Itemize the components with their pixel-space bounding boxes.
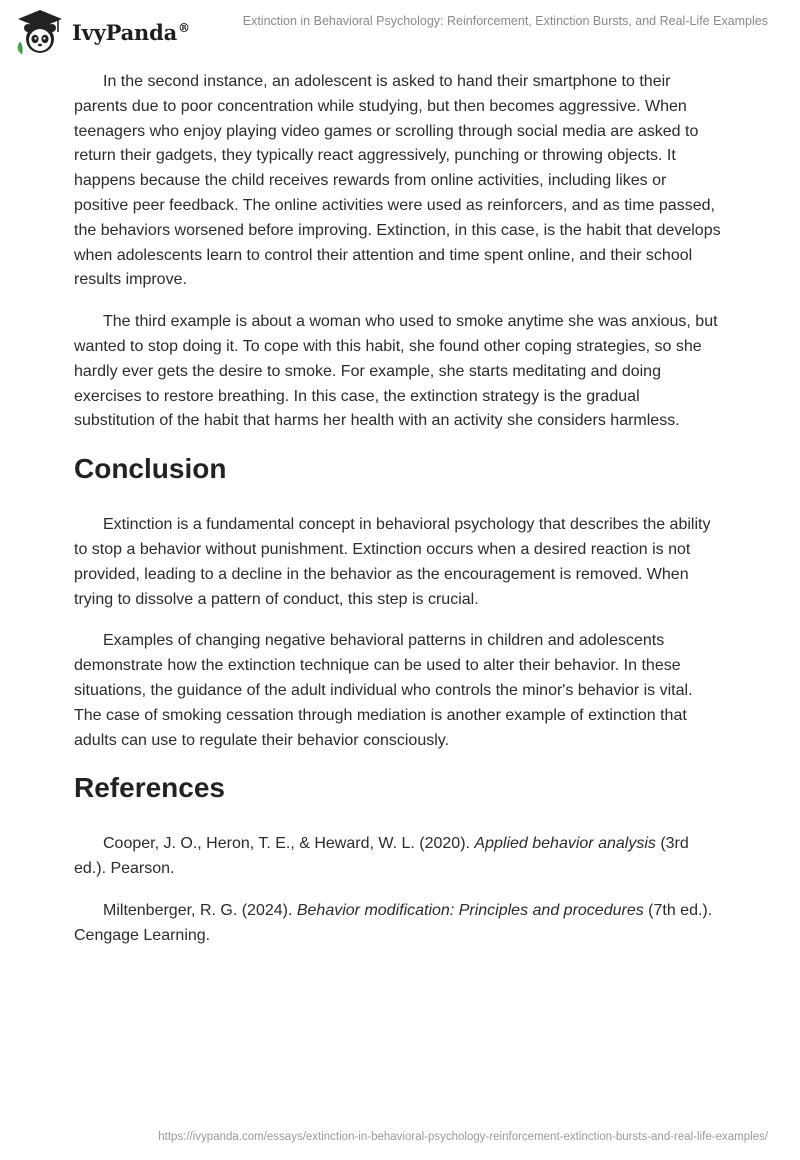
conclusion-paragraph: Extinction is a fundamental concept in behavioral psychology that describes the ability to stop a behavior without punishment. Extinction occurs when a desired reaction is not provided, leading to a decline in the behavior as the encouragement is removed. When trying to dissolve a pattern of conduct, this step is crucial. [74,516,711,608]
brand-text: IvyPanda [72,19,178,45]
reference-item [74,832,724,882]
reference-authors: Cooper, J. O., Heron, T. E., & Heward, W. L. (2020). [103,835,475,853]
conclusion-heading: Conclusion [74,453,227,485]
references-heading: References [74,772,225,804]
reference-title: Applied behavior analysis [474,835,656,853]
source-url-link[interactable]: https://ivypanda.com/essays/extinction-in-behavioral-psychology-reinforcement-extinction-bursts-and-real-life-examples/ [158,1131,768,1143]
ivypanda-logo[interactable] [14,8,190,56]
essay-body [74,70,724,966]
reference-item [74,899,724,949]
panda-graduate-icon [14,8,66,56]
brand-name [72,20,190,45]
reference-authors: Miltenberger, R. G. (2024). [103,901,297,919]
body-paragraph: In the second instance, an adolescent is asked to hand their smartphone to their parents due to poor concentration while studying, but then becomes aggressive. When teenagers who enjoy playing video games or scrolling through social media are asked to return their gadgets, they typically react aggressively, punching or throwing objects. It happens because the child receives rewards from online activities, including likes or positive peer feedback. The online activities were used as reinforcers, and as time passed, the behaviors worsened before improving. Extinction, in this case, is the habit that develops when adolescents learn to control their attention and time spent online, and their school results improve. [74,73,721,289]
reference-title: Behavior modification: Principles and procedures [296,901,644,919]
conclusion-paragraph: Examples of changing negative behavioral patterns in children and adolescents demonstrate how the extinction technique can be used to alter their behavior. In these situations, the guidance of the adult individual who controls the minor's behavior is vital. The case of smoking cessation through mediation is another example of extinction that adults can use to regulate their behavior consciously. [74,632,693,749]
page-header [0,0,800,60]
document-title: Extinction in Behavioral Psychology: Reinforcement, Extinction Bursts, and Real-Life Examples [242,14,768,28]
reference-publisher: (7th ed.). Cengage Learning. [74,901,713,944]
registered-mark: ® [178,20,190,35]
reference-publisher: (3rd ed.). Pearson. [74,835,689,878]
body-paragraph: The third example is about a woman who used to smoke anytime she was anxious, but wanted to stop doing it. To cope with this habit, she found other coping strategies, so she hardly ever gets the desire to smoke. For example, she starts meditating and doing exercises to restore breathing. In this case, the extinction strategy is the gradual substitution of the habit that harms her health with an activity she considers harmless. [74,313,718,430]
